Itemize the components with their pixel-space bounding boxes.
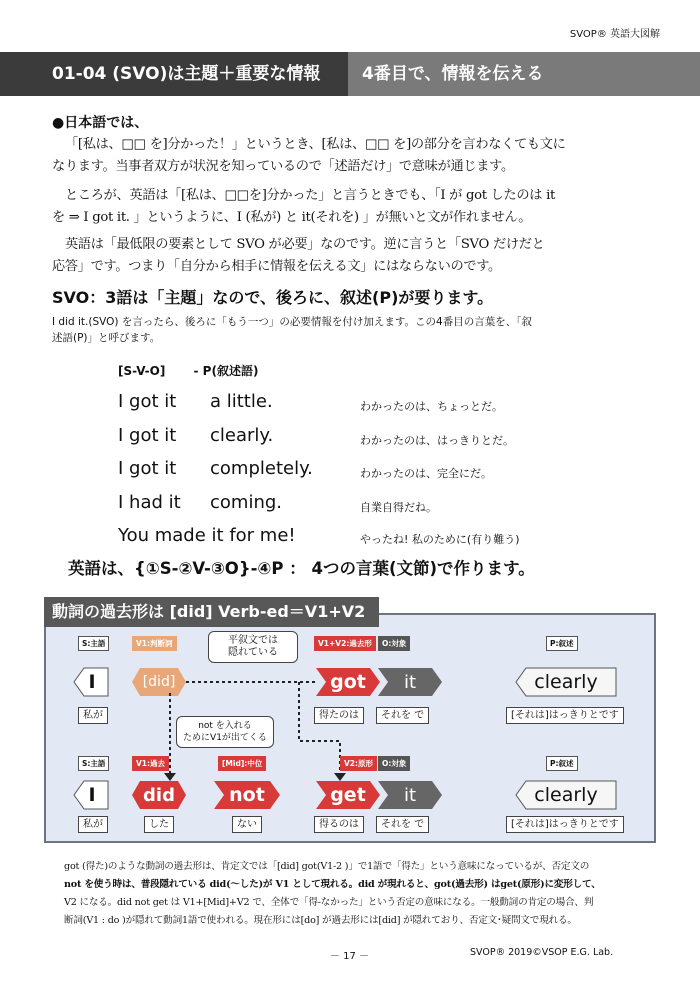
word-got: got (330, 671, 366, 693)
tag-v2: V2:原形 (340, 756, 377, 771)
example-svo-1: I got it (118, 391, 177, 412)
word-did: did (143, 784, 175, 806)
tag-predicate-2: P:叙述 (546, 756, 578, 771)
label-predicate-2: [それは]はっきりとです (506, 816, 624, 833)
example-p-4: coming. (210, 492, 282, 513)
tag-object-2: O:対象 (378, 756, 410, 771)
label-not: ない (232, 816, 262, 833)
p3-line2: 応答」です。つまり「自分から相手に情報を伝える文」にはならないのです。 (52, 259, 501, 274)
arrow-did-head (164, 773, 176, 781)
footer-line3: V2 になる。did not get は V1+[Mid]+V2 で、全体で「得-なかった」という否定の意味になる。一般動詞の肯定の場合、判 (64, 897, 594, 908)
label-object-1: それを で (376, 707, 429, 724)
p1-line2: なります。当事者双方が状況を知っているので「述語だけ」で意味が通じます。 (52, 159, 514, 174)
word-clearly-2: clearly (534, 784, 598, 806)
p1-line1: 「[私は、□□ を]分かった！」というとき、[私は、□□ を]の部分を言わなくても文に (65, 137, 566, 152)
footer-paragraph (64, 858, 664, 930)
tag-v1-1: V1:判断詞 (132, 636, 177, 651)
callout-hidden: 平叙文では 隠れている (208, 631, 298, 663)
example-svo-3: I got it (118, 458, 177, 479)
example-jp-2: わかったのは、はっきりとだ。 (360, 434, 514, 447)
footer-line4: 断詞(V1 : do )が隠れて動詞1語で使われる。現在形には[do] が過去形には[did] が隠れており、否定文･疑問文で現れる。 (64, 915, 577, 926)
tag-v1-2: V1:過去 (132, 756, 169, 771)
label-subject-1: 私が (78, 707, 108, 724)
word-i-2: I (88, 784, 96, 806)
example-svo-4: I had it (118, 492, 181, 513)
svo-note-line2: 述語(P)」と呼びます。 (52, 332, 161, 344)
tag-subject-1: S:主語 (78, 636, 109, 651)
example-jp-5: やったね! 私のために(有り難う) (360, 533, 520, 546)
tag-object-1: O:対象 (378, 636, 410, 651)
page-number: － 17 － (330, 951, 370, 962)
example-p-2: clearly. (210, 425, 274, 446)
word-did-hidden: [did] (142, 674, 176, 690)
svo-summary: 英語は、{①S-②V-③O}-④P ： 4つの言葉(文節)で作ります。 (68, 559, 535, 578)
example-jp-4: 自業自得だね。 (360, 501, 437, 514)
paragraph-3 (52, 234, 652, 278)
section-banner-subtitle: 4番目で、情報を伝える (348, 52, 700, 96)
p2-line2: を ⇒ I got it. 」というように、I (私が) と it(それを) 」が無いと文が作れません。 (52, 210, 532, 225)
label-did: した (144, 816, 174, 833)
word-i-1: I (88, 671, 96, 693)
diagram-title: 動詞の過去形は [did] Verb-ed＝V1+V2 (44, 597, 379, 627)
example-jp-1: わかったのは、ちょっとだ。 (360, 400, 503, 413)
header-brand: SVOP® 英語大図解 (569, 29, 660, 40)
label-subject-2: 私が (78, 816, 108, 833)
p3-line1: 英語は「最低限の要素として SVO が必要」なのです。逆に言うと「SVO だけだと (65, 237, 545, 252)
tag-mid: [Mid]:中位 (218, 756, 266, 771)
word-get: get (330, 784, 366, 806)
japanese-heading: ●日本語では、 (52, 115, 149, 131)
callout-not: not を入れる ためにV1が出てくる (176, 716, 274, 748)
arrow-get-head (334, 773, 346, 781)
word-it-2: it (403, 784, 417, 806)
p2-line1: ところが、英語は「[私は、□□を]分かった」と言うときでも、「I が got したのは it (65, 188, 555, 203)
tag-subject-2: S:主語 (78, 756, 109, 771)
example-jp-3: わかったのは、完全にだ。 (360, 467, 492, 480)
word-it-1: it (403, 671, 417, 693)
svo-heading: SVO：3語は「主題」なので、後ろに、叙述(P)が要ります。 (52, 288, 494, 307)
label-object-2: それを で (376, 816, 429, 833)
example-p-3: completely. (210, 458, 313, 479)
tag-predicate-1: P:叙述 (546, 636, 578, 651)
example-p-1: a little. (210, 391, 273, 412)
example-svo-2: I got it (118, 425, 177, 446)
section-banner-title: 01-04 (SVO)は主題＋重要な情報 (0, 52, 348, 96)
paragraph-2 (52, 185, 652, 229)
example-svo-5: You made it for me! (118, 525, 296, 546)
label-predicate-1: [それは]はっきりとです (506, 707, 624, 724)
copyright: SVOP® 2019©VSOP E.G. Lab. (470, 947, 614, 958)
svo-note-line1: I did it.(SVO) を言ったら、後ろに「もう一つ」の必要情報を付け加えます。この4番目の言葉を、「叙 (52, 316, 532, 328)
svo-col1: [S-V-O] (118, 364, 166, 378)
word-clearly-1: clearly (534, 671, 598, 693)
word-not: not (229, 784, 265, 806)
footer-line2: not を使う時は、普段隠れている did(〜した)が V1 として現れる。did が現れると、got(過去形) はget(原形)に変形して、 (64, 879, 601, 890)
tag-v1v2: V1+V2:過去形 (314, 636, 376, 651)
label-get: 得るのは (314, 816, 364, 833)
svo-column-header (118, 362, 258, 379)
svo-col2: - P(叙述語) (193, 364, 259, 378)
paragraph-1 (52, 134, 652, 178)
footer-line1: got (得た)のような動詞の過去形は、肯定文では「[did] got(V1-2 )」で1語で「得た」という意味になっているが、否定文の (64, 861, 590, 872)
svo-note (52, 314, 652, 346)
label-got: 得たのは (314, 707, 364, 724)
